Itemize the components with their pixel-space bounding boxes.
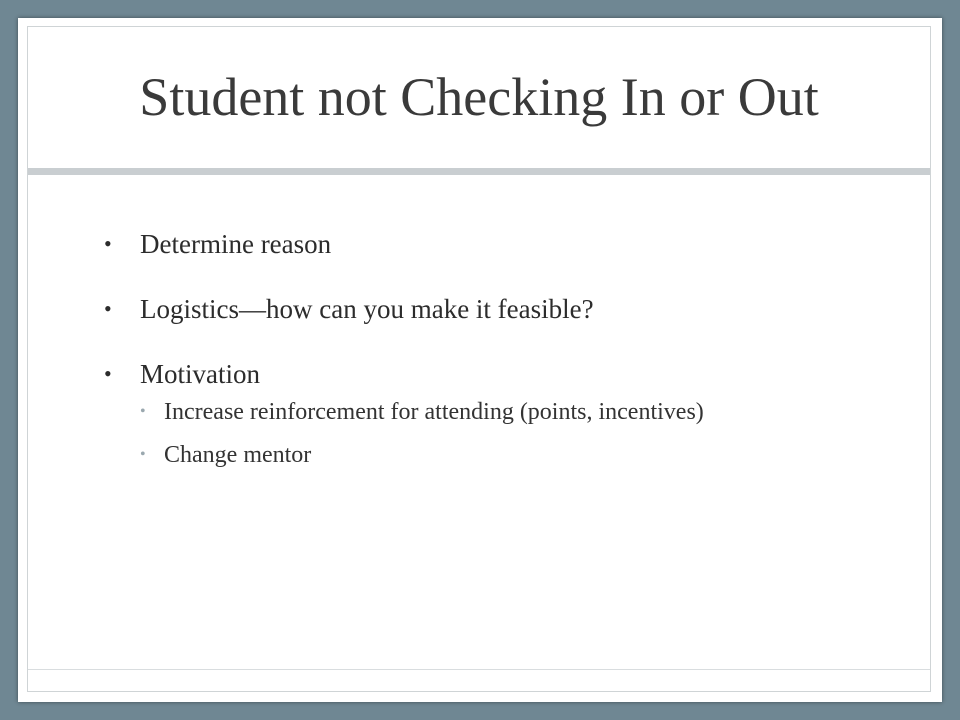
sub-bullet-text: Increase reinforcement for attending (points, incentives) <box>164 399 704 425</box>
title-area <box>28 27 930 173</box>
bullet-icon: • <box>104 296 112 321</box>
bullet-item <box>102 293 882 325</box>
footer-divider <box>28 669 930 670</box>
bullet-text: Logistics—how can you make it feasible? <box>140 294 594 324</box>
sub-bullet-item <box>140 398 882 426</box>
bullet-item <box>102 228 882 260</box>
slide-title: Student not Checking In or Out <box>139 67 819 127</box>
title-divider <box>28 168 930 175</box>
bullet-icon: • <box>104 231 112 256</box>
slide-body <box>102 228 882 484</box>
sub-bullet-list <box>140 398 882 469</box>
sub-bullet-icon: • <box>140 403 146 420</box>
sub-bullet-item <box>140 441 882 469</box>
bullet-text: Determine reason <box>140 229 332 259</box>
slide <box>18 18 942 702</box>
bullet-icon: • <box>104 361 112 386</box>
sub-bullet-text: Change mentor <box>164 442 312 468</box>
bullet-text: Motivation <box>140 359 260 389</box>
sub-bullet-icon: • <box>140 446 146 463</box>
bullet-list <box>102 228 882 469</box>
bullet-item <box>102 358 882 469</box>
